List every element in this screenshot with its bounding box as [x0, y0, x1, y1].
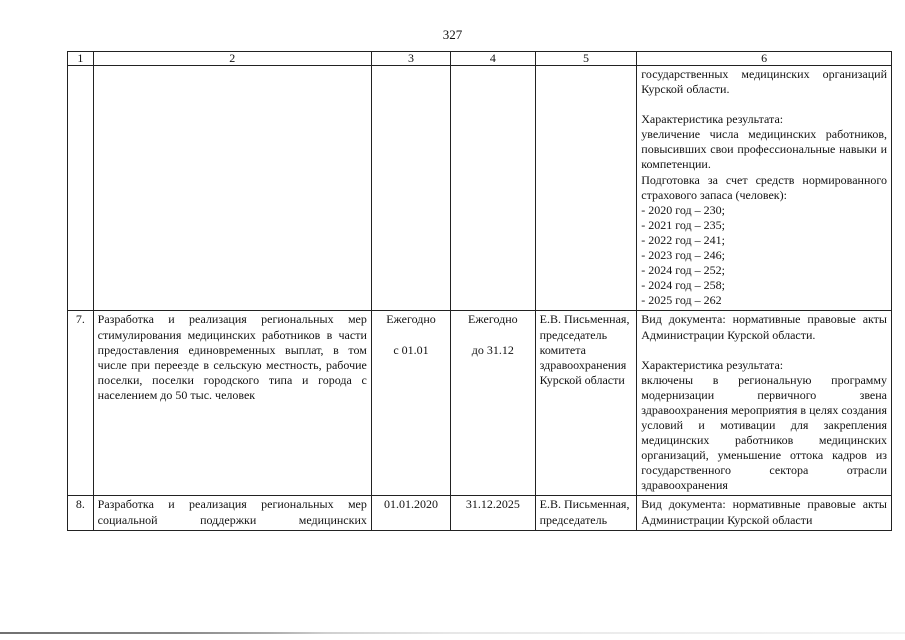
end-date-line: Ежегодно: [468, 312, 518, 327]
result-year-item: - 2024 год – 252;: [641, 263, 725, 278]
start-date: 01.01.2020: [371, 496, 450, 530]
column-number: 3: [371, 52, 450, 66]
measures-table: [67, 51, 892, 531]
measure-text: Разработка и реализация региональных мер социальной поддержки медицинских: [93, 496, 371, 530]
column-number: 4: [451, 52, 536, 66]
paragraph-gap: [641, 97, 887, 112]
result-year-item: - 2025 год – 262: [641, 293, 722, 308]
end-date-cell: [451, 311, 536, 496]
table-row: [68, 311, 892, 496]
cell-empty: [93, 66, 371, 311]
result-year-item: - 2022 год – 241;: [641, 232, 725, 247]
cell-empty: [451, 66, 536, 311]
start-date-line: с 01.01: [393, 342, 429, 357]
result-year-item: - 2021 год – 235;: [641, 217, 725, 232]
line-gap: [376, 328, 446, 343]
column-number: 6: [637, 52, 892, 66]
document-type: Вид документа: нормативные правовые акты Администрации Курской области: [637, 496, 892, 530]
start-date-cell: [371, 311, 450, 496]
column-number: 5: [535, 52, 637, 66]
result-year-item: - 2020 год – 230;: [641, 202, 725, 217]
page-number: 327: [442, 27, 463, 42]
result-year-item: - 2024 год – 258;: [641, 278, 725, 293]
document-type: Вид документа: нормативные правовые акты Администрации Курской области.: [641, 312, 887, 342]
table-row: [68, 496, 892, 530]
cell-empty: [68, 66, 94, 311]
row-number: 7.: [68, 311, 94, 496]
cell-result-continuation: [637, 66, 892, 311]
cell-result: [637, 311, 892, 496]
end-date: 31.12.2025: [451, 496, 536, 530]
row-number: 8.: [68, 496, 94, 530]
paragraph-gap: [641, 343, 887, 358]
cell-empty: [371, 66, 450, 311]
result-description: включены в региональную программу модернизации первичного звена здравоохранения мероприятия в целях создания условий и мотивации для закрепления медицинских работников медицинских организаций, уменьшение оттока кадров из государственного сектора отрасли здравоохранения: [641, 372, 887, 493]
result-heading: Характеристика результата:: [641, 357, 784, 372]
result-heading: Характеристика результата:: [641, 112, 784, 127]
measure-text: Разработка и реализация региональных мер стимулирования медицинских работников в части предоставления единовременных выплат, в том числе при переезде в сельскую местность, рабочие поселки, поселки городского типа и города с населением до 50 тыс. человек: [93, 311, 371, 496]
result-description: увеличение числа медицинских работников, повысивших свои профессиональные навыки и компетенции.: [641, 127, 887, 172]
cell-empty: [535, 66, 637, 311]
responsible-person: Е.В. Письменная, председатель: [535, 496, 637, 530]
table-header-row: [68, 52, 892, 66]
scan-artifact-line: [0, 632, 905, 634]
result-text-continued: государственных медицинских организаций Курской области.: [641, 67, 887, 97]
line-gap: [455, 328, 531, 343]
table-row-continuation: [68, 66, 892, 311]
column-number: 2: [93, 52, 371, 66]
responsible-person: Е.В. Письменная, председатель комитета здравоохранения Курской области: [535, 311, 637, 496]
end-date-line: до 31.12: [471, 342, 514, 357]
result-training-note: Подготовка за счет средств нормированного страхового запаса (человек):: [641, 172, 887, 202]
column-number: 1: [68, 52, 94, 66]
start-date-line: Ежегодно: [386, 312, 436, 327]
result-year-item: - 2023 год – 246;: [641, 248, 725, 263]
